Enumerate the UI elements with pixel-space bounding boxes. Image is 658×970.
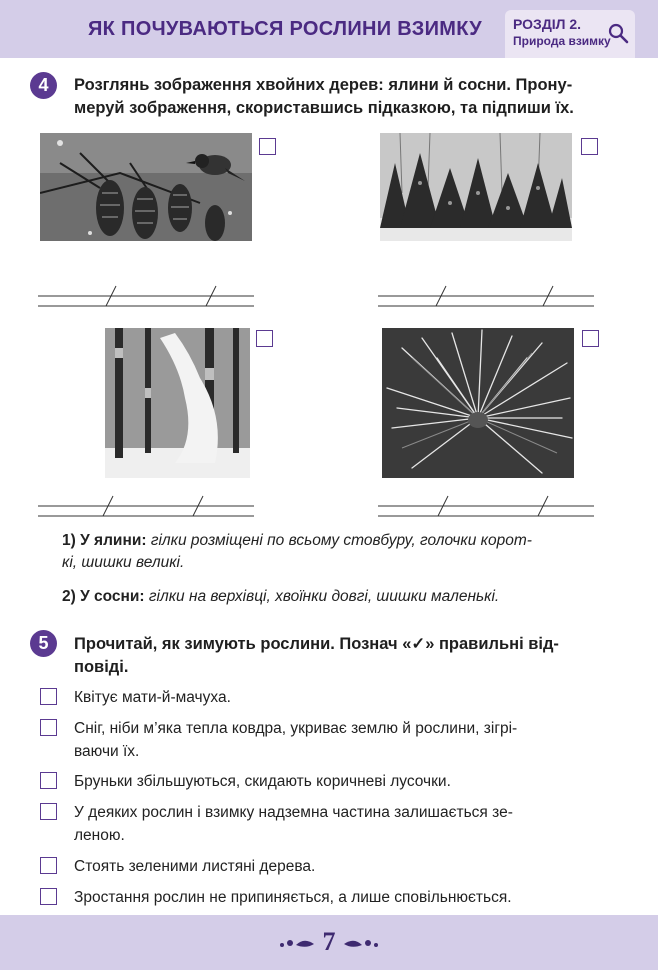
task-5-number-badge: 5 xyxy=(30,630,57,657)
page-footer xyxy=(0,915,658,970)
task-4-number-badge: 4 xyxy=(30,72,57,99)
photo-pine-needles xyxy=(382,328,574,478)
right-ornament-icon xyxy=(340,937,380,951)
forest-photo-number-box[interactable] xyxy=(581,138,598,155)
answer-checkbox-3[interactable] xyxy=(40,772,57,789)
label-line-photo-3[interactable] xyxy=(38,495,256,517)
task-5-title-line-1: Прочитай, як зимують рослини. Познач «✓» правильні від- xyxy=(74,635,559,653)
spruce-photo-number-box[interactable] xyxy=(259,138,276,155)
snowy-forest-photo-number-box[interactable] xyxy=(256,330,273,347)
answer-text-2-line-1: Сніг, ніби м’яка тепла ковдра, укриває землю й рослини, зігрі- xyxy=(74,720,518,737)
label-line-photo-2[interactable] xyxy=(378,285,596,307)
spruce-text-2: кі, шишки великі. xyxy=(62,554,185,571)
answer-checkbox-2[interactable] xyxy=(40,719,57,736)
section-tab xyxy=(505,10,635,58)
answer-text-3: Бруньки збільшуються, скидають коричневі лусочки. xyxy=(74,773,451,790)
answer-checkbox-5[interactable] xyxy=(40,857,57,874)
photo-spruce-branch-bird xyxy=(40,133,252,241)
answer-text-1: Квітує мати-й-мачуха. xyxy=(74,689,231,706)
task-4-title-line-2: меруй зображення, скориставшись підказкою, та підпиши їх. xyxy=(74,99,574,117)
answer-text-4 xyxy=(74,801,634,847)
photo-snowy-forest xyxy=(105,328,250,478)
page-number: 7 xyxy=(322,927,336,956)
pine-label: 2) У сосни: xyxy=(62,588,145,605)
pine-description xyxy=(62,586,642,608)
answer-text-6: Зростання рослин не припиняється, а лише сповільнюється. xyxy=(74,889,512,906)
answer-text-4-line-2: леною. xyxy=(74,827,125,844)
spruce-text-1: гілки розміщені по всьому стовбуру, голочки корот- xyxy=(146,532,532,549)
label-line-photo-4[interactable] xyxy=(378,495,596,517)
magnifier-icon xyxy=(607,22,629,44)
task-4-title-line-1: Розглянь зображення хвойних дерев: ялини й сосни. Прону- xyxy=(74,76,573,94)
page-title: ЯК ПОЧУВАЮТЬСЯ РОСЛИНИ ВЗИМКУ xyxy=(88,18,483,40)
answer-text-2-line-2: ваючи їх. xyxy=(74,743,140,760)
answer-text-4-line-1: У деяких рослин і взимку надземна частина залишається зе- xyxy=(74,804,513,821)
task-4-title xyxy=(74,74,644,120)
answer-checkbox-4[interactable] xyxy=(40,803,57,820)
section-label: РОЗДІЛ 2. xyxy=(513,16,582,32)
label-line-photo-1[interactable] xyxy=(38,285,256,307)
page-header xyxy=(0,0,658,58)
spruce-label: 1) У ялини: xyxy=(62,532,147,549)
answer-text-5: Стоять зеленими листяні дерева. xyxy=(74,858,316,875)
task-5-title xyxy=(74,633,644,679)
answer-checkbox-6[interactable] xyxy=(40,888,57,905)
pine-photo-number-box[interactable] xyxy=(582,330,599,347)
answer-text-2 xyxy=(74,717,634,763)
task-5-title-line-2: повіді. xyxy=(74,658,129,676)
spruce-description xyxy=(62,530,642,574)
section-name: Природа взимку xyxy=(513,34,611,48)
photo-spruce-forest xyxy=(380,133,572,241)
answer-checkbox-1[interactable] xyxy=(40,688,57,705)
pine-text: гілки на верхівці, хвоїнки довгі, шишки маленькі. xyxy=(144,588,500,605)
